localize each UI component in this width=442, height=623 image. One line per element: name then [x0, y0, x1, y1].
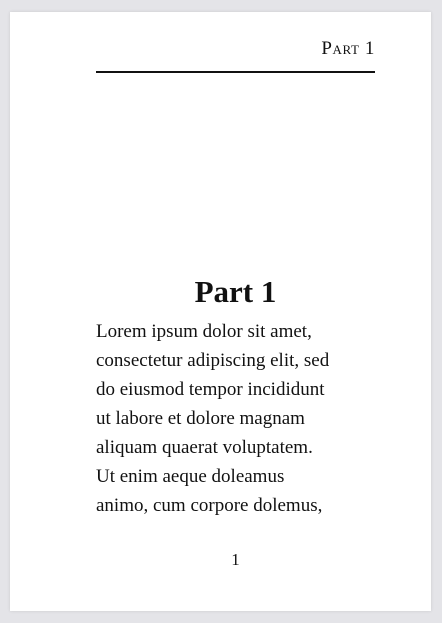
- body-line: do eiusmod tempor incididunt: [96, 379, 325, 400]
- body-line: ut labore et dolore magnam: [96, 408, 305, 429]
- body-line: animo, cum corpore dolemus,: [96, 495, 323, 516]
- body-line: consectetur adipiscing elit, sed: [96, 350, 330, 371]
- page-number: 1: [231, 550, 240, 569]
- body-paragraph: [96, 317, 381, 520]
- body-line: Lorem ipsum dolor sit amet,: [96, 321, 312, 342]
- part-heading: Part 1: [194, 274, 277, 309]
- document-page: [10, 12, 431, 611]
- body-line: Ut enim aeque doleamus: [96, 466, 285, 487]
- body-line: aliquam quaerat voluptatem.: [96, 437, 313, 458]
- header-rule: [96, 71, 375, 73]
- running-header: Part 1: [321, 38, 375, 59]
